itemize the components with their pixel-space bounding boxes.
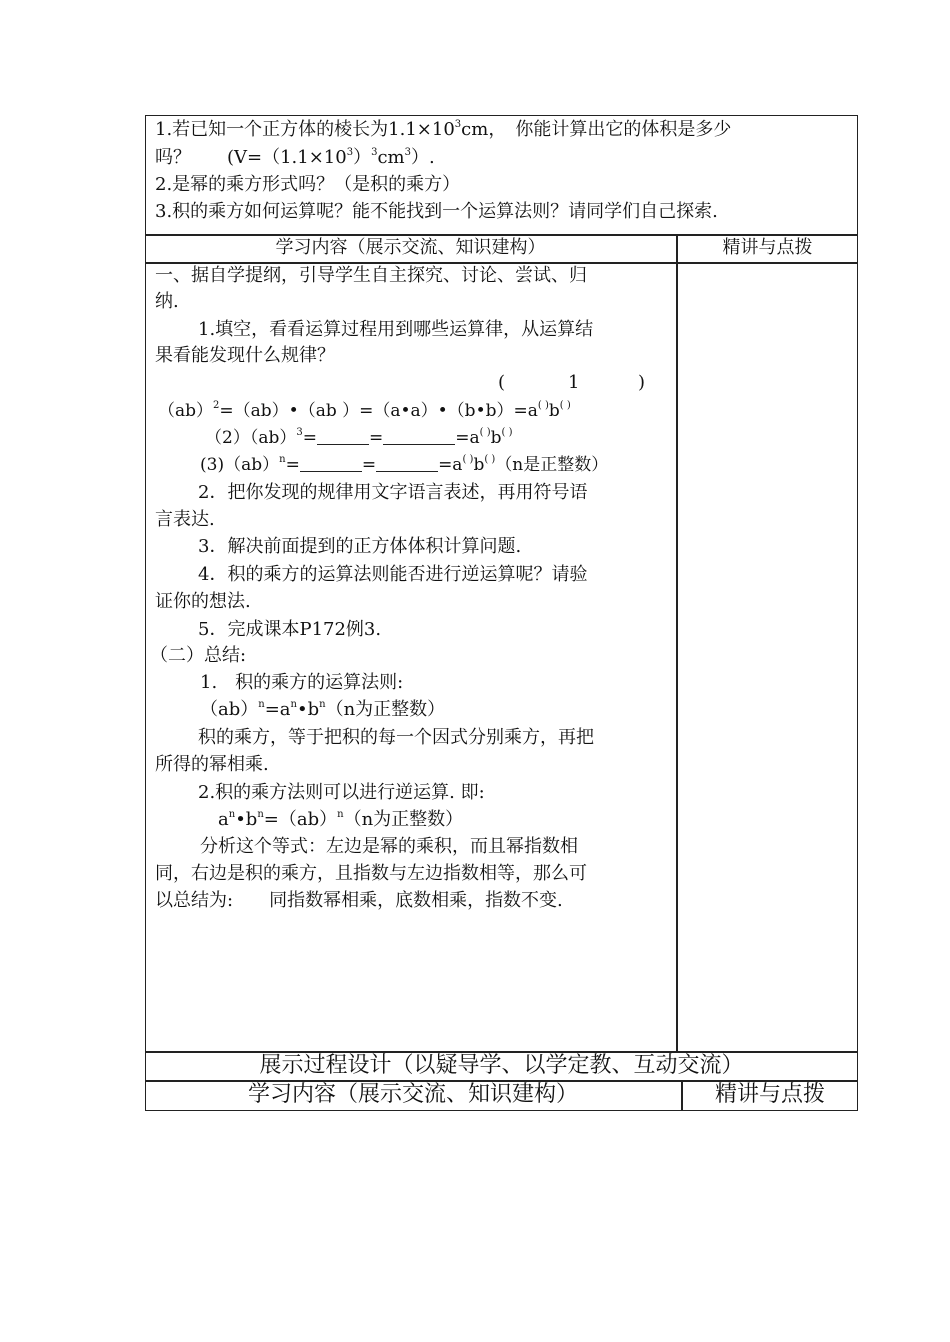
- intro-line-3: 2.是幂的乘方形式吗？（是积的乘方）: [155, 174, 461, 195]
- formula-text: •b: [297, 699, 320, 720]
- formula-3: [200, 452, 608, 478]
- body-line: 3．解决前面提到的正方体体积计算问题.: [198, 536, 522, 557]
- body-line: 一、据自学提纲，引导学生自主探究、讨论、尝试、归: [155, 265, 587, 286]
- intro-line-4: 3.积的乘方如何运算呢？能不能找到一个运算法则？请同学们自己探索.: [155, 201, 718, 222]
- item-number: 1: [568, 372, 580, 393]
- formula-text: =: [368, 428, 384, 448]
- superscript: n: [228, 809, 236, 820]
- superscript: 3: [346, 147, 354, 158]
- superscript: n: [258, 699, 265, 710]
- superscript: 3: [296, 427, 303, 438]
- item-number-open: (: [498, 372, 506, 393]
- formula-text: =: [285, 455, 300, 475]
- column-divider-1: [676, 234, 678, 1052]
- formula-2: [205, 425, 512, 451]
- body-line: 4．积的乘方的运算法则能否进行逆运算呢？请验: [198, 564, 588, 585]
- intro-text: ）.: [411, 147, 435, 168]
- formula-text: •b: [235, 809, 258, 830]
- superscript: n: [257, 809, 264, 820]
- formula-text: (3)（ab）: [200, 455, 280, 475]
- formula-text: =: [361, 455, 377, 475]
- header-learning-content-2: 学习内容（展示交流、知识建构）: [247, 1082, 578, 1107]
- body-line: 分析这个等式：左边是幂的乘积，而且幂指数相: [200, 836, 578, 857]
- formula-text: =a: [264, 699, 291, 720]
- superscript: n: [279, 454, 286, 465]
- superscript: n: [290, 699, 297, 710]
- design-section-title: 展示过程设计（以疑导学、以学定教、互动交流）: [259, 1053, 744, 1078]
- intro-line-1: [155, 117, 731, 143]
- formula-text: b: [473, 455, 485, 475]
- formula-text: （2）（ab）: [205, 428, 297, 448]
- superscript: ( ): [501, 427, 513, 438]
- formula-rule: [200, 697, 445, 723]
- body-line: 5．完成课本P172例3.: [198, 619, 382, 640]
- superscript: ( ): [537, 400, 549, 411]
- intro-text: 吗？ (V=（1.1×10: [155, 147, 347, 168]
- intro-text: 1.若已知一个正方体的棱长为1.1×10: [155, 119, 455, 140]
- formula-text: a: [218, 809, 229, 830]
- superscript: 3: [454, 119, 462, 130]
- header-learning-content: 学习内容（展示交流、知识建构）: [275, 237, 546, 258]
- formula-text: （ab）: [158, 401, 214, 421]
- superscript: ( ): [559, 400, 571, 411]
- superscript: 3: [404, 147, 411, 158]
- intro-text: cm， 你能计算出它的体积是多少: [461, 119, 732, 140]
- formula-text: （n为正整数）: [343, 809, 464, 830]
- body-line: 1. 积的乘方的运算法则:: [200, 672, 404, 693]
- header-explanation: 精讲与点拨: [722, 237, 813, 258]
- superscript: ( ): [462, 454, 474, 465]
- formula-text: =（ab）•（ab ）=（a•a）•（b•b）=a: [219, 401, 538, 421]
- body-line: 果看能发现什么规律？: [155, 345, 335, 366]
- superscript: 2: [213, 400, 220, 411]
- formula-text: （n是正整数）: [495, 455, 609, 475]
- formula-text: =a: [455, 428, 480, 448]
- formula-text: （ab）: [200, 699, 259, 720]
- formula-text: =a: [438, 455, 463, 475]
- formula-text: =: [302, 428, 317, 448]
- item-number-close: ): [638, 372, 646, 393]
- fill-blank[interactable]: [383, 430, 455, 445]
- formula-1: [158, 398, 571, 424]
- superscript: ( ): [479, 427, 491, 438]
- body-line: 以总结为: 同指数幂相乘，底数相乘，指数不变.: [155, 890, 563, 911]
- superscript: n: [337, 809, 344, 820]
- body-line: 证你的想法.: [155, 591, 251, 612]
- body-line: 纳.: [155, 291, 179, 312]
- intro-line-2: [155, 145, 435, 171]
- body-line: 同，右边是积的乘方，且指数与左边指数相等，那么可: [155, 863, 587, 884]
- fill-blank[interactable]: [300, 457, 362, 472]
- intro-text: ）: [353, 147, 372, 168]
- intro-text: cm: [377, 147, 405, 168]
- body-line: 1.填空，看看运算过程用到哪些运算律，从运算结: [198, 319, 594, 340]
- header-explanation-2: 精讲与点拨: [714, 1082, 825, 1107]
- fill-blank[interactable]: [376, 457, 438, 472]
- formula-text: b: [490, 428, 502, 448]
- superscript: 3: [371, 147, 378, 158]
- body-line: 2．把你发现的规律用文字语言表述，再用符号语: [198, 482, 588, 503]
- body-line: 积的乘方，等于把积的每一个因式分别乘方，再把: [198, 727, 594, 748]
- body-line: 言表达.: [155, 509, 215, 530]
- body-line: 2.积的乘方法则可以进行逆运算. 即:: [198, 782, 485, 803]
- formula-text: （n为正整数）: [325, 699, 446, 720]
- formula-inverse: [218, 807, 463, 833]
- body-line: 所得的幂相乘.: [155, 754, 269, 775]
- formula-text: b: [548, 401, 560, 421]
- formula-text: =（ab）: [263, 809, 338, 830]
- body-line: （二）总结:: [150, 645, 247, 666]
- superscript: ( ): [484, 454, 496, 465]
- fill-blank[interactable]: [317, 430, 369, 445]
- superscript: n: [319, 699, 326, 710]
